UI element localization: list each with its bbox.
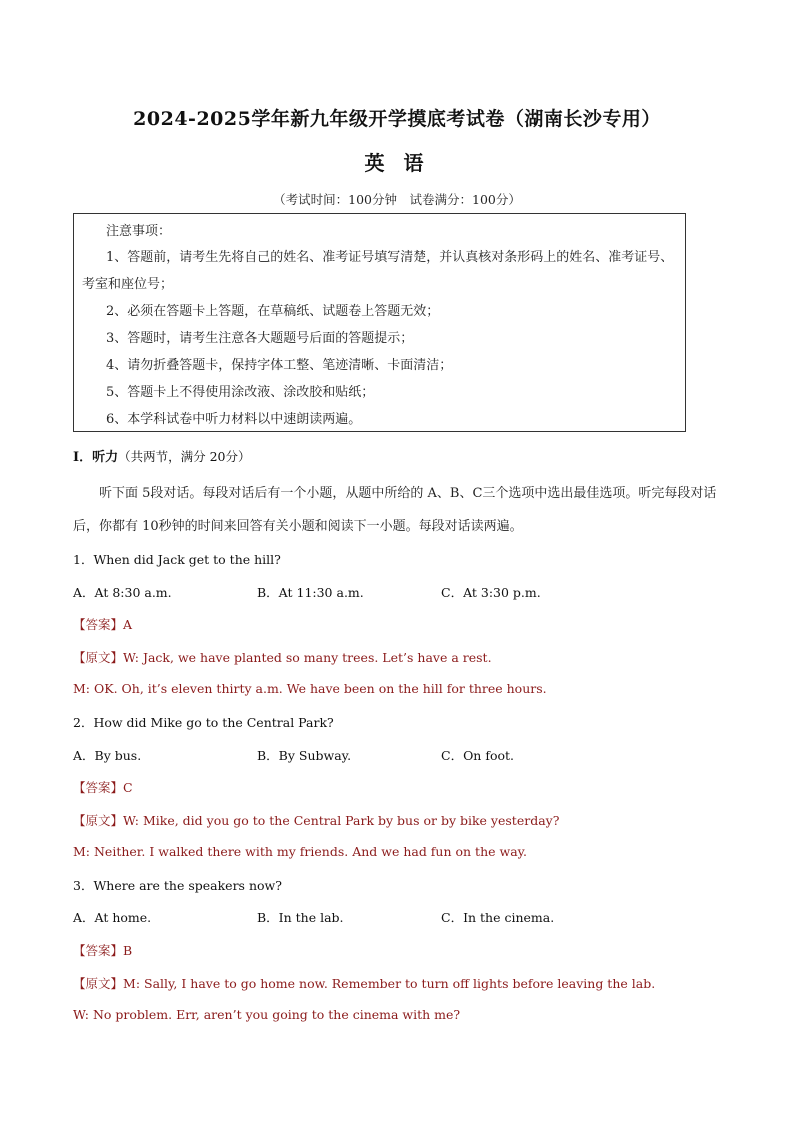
option-c: C．At 3:30 p.m.	[441, 585, 541, 600]
transcript-label: 【原文】	[73, 813, 124, 828]
notice-item: 6、本学科试卷中听力材料以中速朗读两遍。	[106, 412, 362, 427]
option-b: B．By Subway.	[257, 748, 352, 763]
transcript-text: M: Sally, I have to go home now. Remember to turn off lights before leaving the lab.	[123, 976, 656, 991]
option-a: A．At home.	[73, 910, 152, 925]
question-text: When did Jack get to the hill?	[93, 552, 281, 567]
question-number: 3．	[73, 878, 94, 893]
notice-item: 3、答题时，请考生注意各大题题号后面的答题提示；	[106, 331, 414, 346]
question-number: 1．	[73, 552, 94, 567]
answer-label: 【答案】	[73, 617, 124, 632]
option-c: C．In the cinema.	[441, 910, 555, 925]
option-a: A．By bus.	[73, 748, 142, 763]
section-instructions: 听下面 5段对话。每段对话后有一个小题，从题中所给的 A、B、C三个选项中选出最佳选项。听完每段对话后，你都有 10秒钟的时间来回答有关小题和阅读下一小题。每段对话读两遍。	[73, 486, 717, 534]
answer-line	[73, 778, 133, 796]
subject-title: 英 语	[364, 151, 430, 175]
transcript-label: 【原文】	[73, 650, 124, 665]
section-detail: （共两节，满分 20分）	[118, 449, 251, 464]
option-c: C．On foot.	[441, 748, 515, 763]
transcript-line: W: No problem. Err, aren’t you going to the cinema with me?	[73, 1007, 461, 1022]
notice-heading: 注意事项：	[106, 224, 172, 239]
transcript-text: W: Jack, we have planted so many trees. Let’s have a rest.	[123, 650, 492, 665]
question-3	[73, 876, 282, 894]
notice-item: 2、必须在答题卡上答题，在草稿纸、试题卷上答题无效；	[106, 304, 440, 319]
question-1	[73, 550, 281, 568]
transcript-line: M: OK. Oh, it’s eleven thirty a.m. We have been on the hill for three hours.	[73, 681, 547, 696]
transcript-line: M: Neither. I walked there with my friends. And we had fun on the way.	[73, 844, 528, 859]
answer-value: A	[123, 617, 133, 632]
question-2	[73, 713, 334, 731]
answer-label: 【答案】	[73, 780, 124, 795]
question-text: How did Mike go to the Central Park?	[93, 715, 334, 730]
option-a: A．At 8:30 a.m.	[73, 585, 172, 600]
option-b: B．At 11:30 a.m.	[257, 585, 364, 600]
section-label: I．听力	[73, 450, 119, 465]
notice-item: 5、答题卡上不得使用涂改液、涂改胶和贴纸；	[106, 385, 375, 400]
answer-line	[73, 941, 132, 959]
answer-label: 【答案】	[73, 943, 124, 958]
answer-value: B	[123, 943, 133, 958]
transcript-label: 【原文】	[73, 976, 124, 991]
answer-line	[73, 615, 132, 633]
question-number: 2．	[73, 715, 94, 730]
option-b: B．In the lab.	[257, 910, 344, 925]
exam-title: 2024-2025学年新九年级开学摸底考试卷（湖南长沙专用）	[133, 108, 661, 130]
notice-box	[73, 213, 686, 432]
exam-info: （考试时间：100分钟 试卷满分：100分）	[273, 192, 521, 207]
notice-item: 4、请勿折叠答题卡，保持字体工整、笔迹清晰、卡面清洁；	[106, 358, 453, 373]
transcript-text: W: Mike, did you go to the Central Park by bus or by bike yesterday?	[123, 813, 560, 828]
answer-value: C	[123, 780, 133, 795]
notice-item: 1、答题前，请考生先将自己的姓名、准考证号填写清楚，并认真核对条形码上的姓名、准考证号、考室和座位号；	[82, 250, 674, 292]
transcript-line	[73, 811, 559, 829]
section-heading	[73, 446, 250, 465]
transcript-line	[73, 974, 655, 992]
transcript-line	[73, 648, 492, 666]
question-text: Where are the speakers now?	[93, 878, 282, 893]
